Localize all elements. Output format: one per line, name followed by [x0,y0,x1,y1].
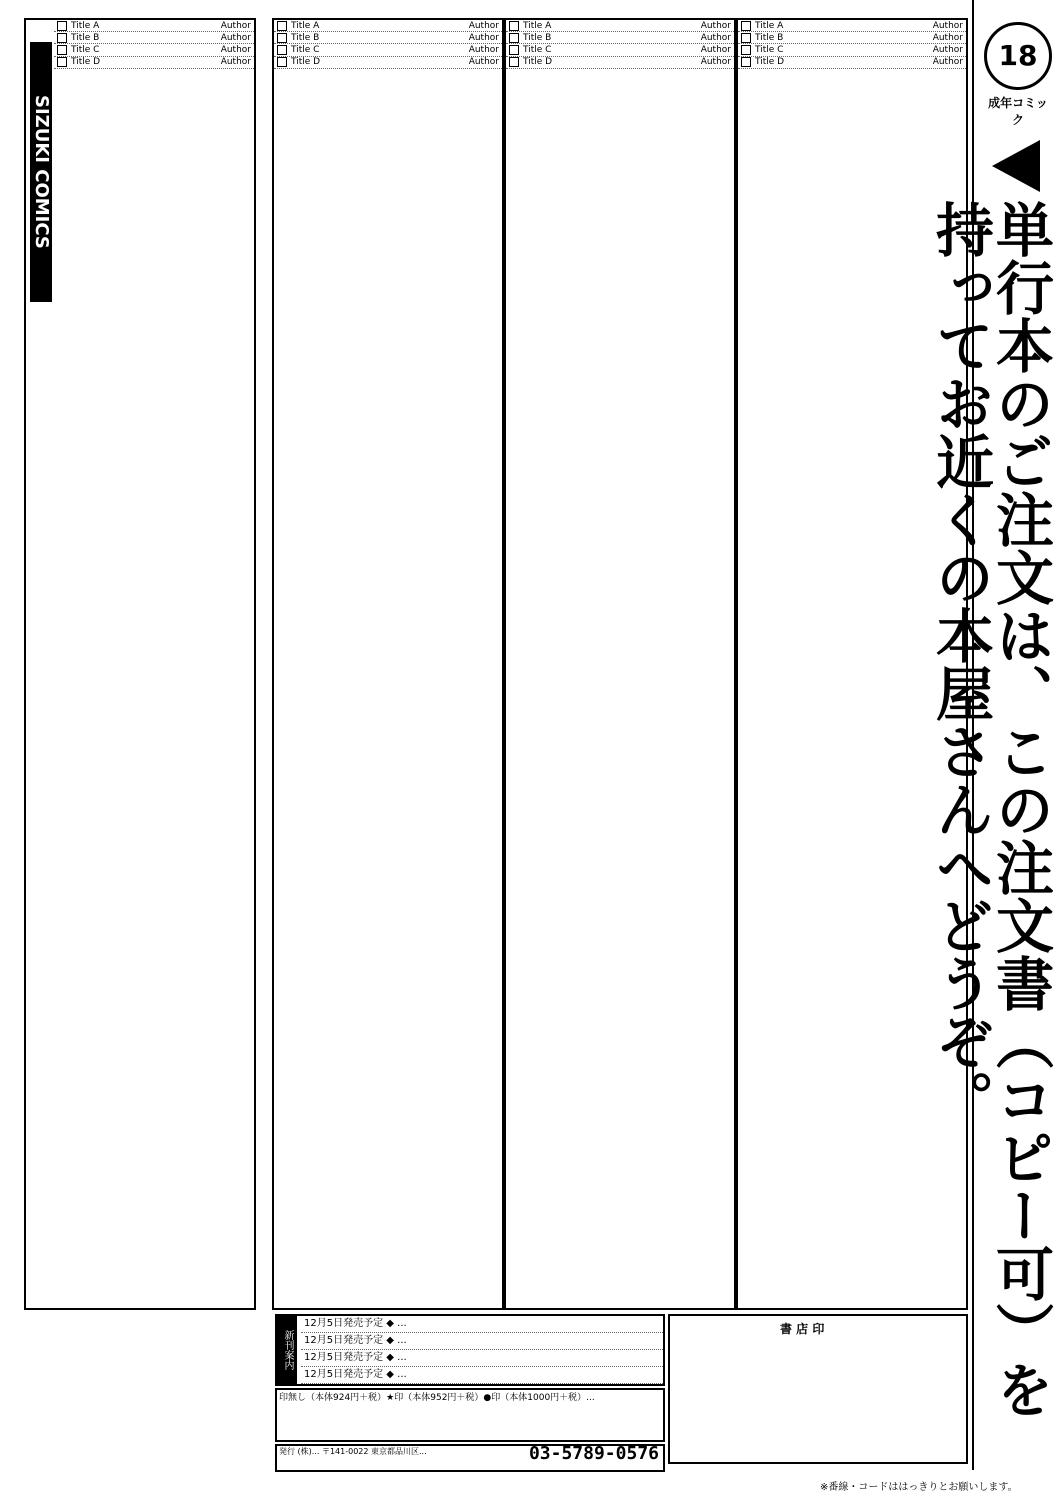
book-title: Title D [755,57,785,68]
phone-number: 03-5789-0576 [528,1443,659,1464]
title-row [274,44,502,56]
order-checkbox[interactable] [277,57,287,67]
publisher-footer [275,1444,665,1472]
new-release-item: 12月5日発売予定 ◆ ... [301,1367,663,1384]
book-author: Author [220,44,251,55]
book-title: Title C [523,44,552,55]
book-title: Title D [291,57,321,68]
shop-stamp-label: 書 店 印 [780,1322,825,1336]
book-author: Author [220,57,251,68]
left-arrow-icon [992,140,1040,192]
title-row [274,20,502,32]
book-title: Title B [71,32,100,43]
book-author: Author [700,20,731,31]
title-row [54,44,254,56]
order-checkbox[interactable] [509,45,519,55]
new-release-header: 新刊案内 [277,1316,297,1384]
column-2 [272,18,504,1310]
title-list-3 [506,20,734,69]
book-title: Title B [291,32,320,43]
order-checkbox[interactable] [57,21,67,31]
new-release-box [275,1314,665,1386]
publisher-address: 発行 (株)... 〒141-0022 東京都品川区... [279,1447,427,1456]
order-checkbox[interactable] [277,21,287,31]
new-release-item: 12月5日発売予定 ◆ ... [301,1350,663,1367]
order-checkbox[interactable] [277,33,287,43]
title-list-4 [738,20,966,69]
order-checkbox[interactable] [509,21,519,31]
book-author: Author [700,32,731,43]
book-author: Author [932,32,963,43]
title-row [506,44,734,56]
book-author: Author [700,57,731,68]
title-row [738,57,966,69]
title-row [274,57,502,69]
column-1 [24,18,256,1310]
order-checkbox[interactable] [509,57,519,67]
order-checkbox[interactable] [741,33,751,43]
book-author: Author [468,44,499,55]
book-title: Title A [291,20,320,31]
order-checkbox[interactable] [277,45,287,55]
book-author: Author [220,20,251,31]
title-row [54,32,254,44]
order-checkbox[interactable] [57,57,67,67]
title-list-1 [26,20,254,69]
new-release-item: 12月5日発売予定 ◆ ... [301,1333,663,1350]
footnote: ※番線・コードははっきりとお願いします。 [820,1482,1018,1493]
title-row [738,20,966,32]
order-checkbox[interactable] [57,33,67,43]
book-title: Title D [523,57,553,68]
book-title: Title B [755,32,784,43]
book-title: Title A [755,20,784,31]
title-row [506,57,734,69]
book-title: Title C [755,44,784,55]
order-checkbox[interactable] [741,21,751,31]
age-badge: 18 [984,22,1052,90]
order-checkbox[interactable] [741,45,751,55]
new-release-item: 12月5日発売予定 ◆ ... [301,1316,663,1333]
title-row [54,57,254,69]
order-checkbox[interactable] [741,57,751,67]
price-legend: 印無し（本体924円＋税）★印（本体952円＋税）●印（本体1000円＋税）... [275,1388,665,1442]
order-checkbox[interactable] [57,45,67,55]
book-author: Author [468,57,499,68]
title-row [506,20,734,32]
book-title: Title C [71,44,100,55]
book-author: Author [932,44,963,55]
publisher-strip: SIZUKI COMICS [30,42,52,302]
book-title: Title B [523,32,552,43]
new-release-list [301,1316,663,1384]
book-author: Author [932,57,963,68]
order-instruction: 単行本のご注文は、この注文書（コピー可）を持ってお近くの本屋さんへどうぞ。 [926,200,1054,1418]
book-author: Author [932,20,963,31]
title-row [738,44,966,56]
shop-stamp-box [668,1314,968,1464]
book-author: Author [220,32,251,43]
title-list-2 [274,20,502,69]
title-row [738,32,966,44]
book-author: Author [468,32,499,43]
title-row [274,32,502,44]
book-title: Title D [71,57,101,68]
adult-comic-label: 成年コミック [988,96,1048,127]
book-title: Title C [291,44,320,55]
book-author: Author [468,20,499,31]
book-title: Title A [523,20,552,31]
title-row [54,20,254,32]
book-title: Title A [71,20,100,31]
title-row [506,32,734,44]
column-3 [504,18,736,1310]
order-checkbox[interactable] [509,33,519,43]
book-author: Author [700,44,731,55]
